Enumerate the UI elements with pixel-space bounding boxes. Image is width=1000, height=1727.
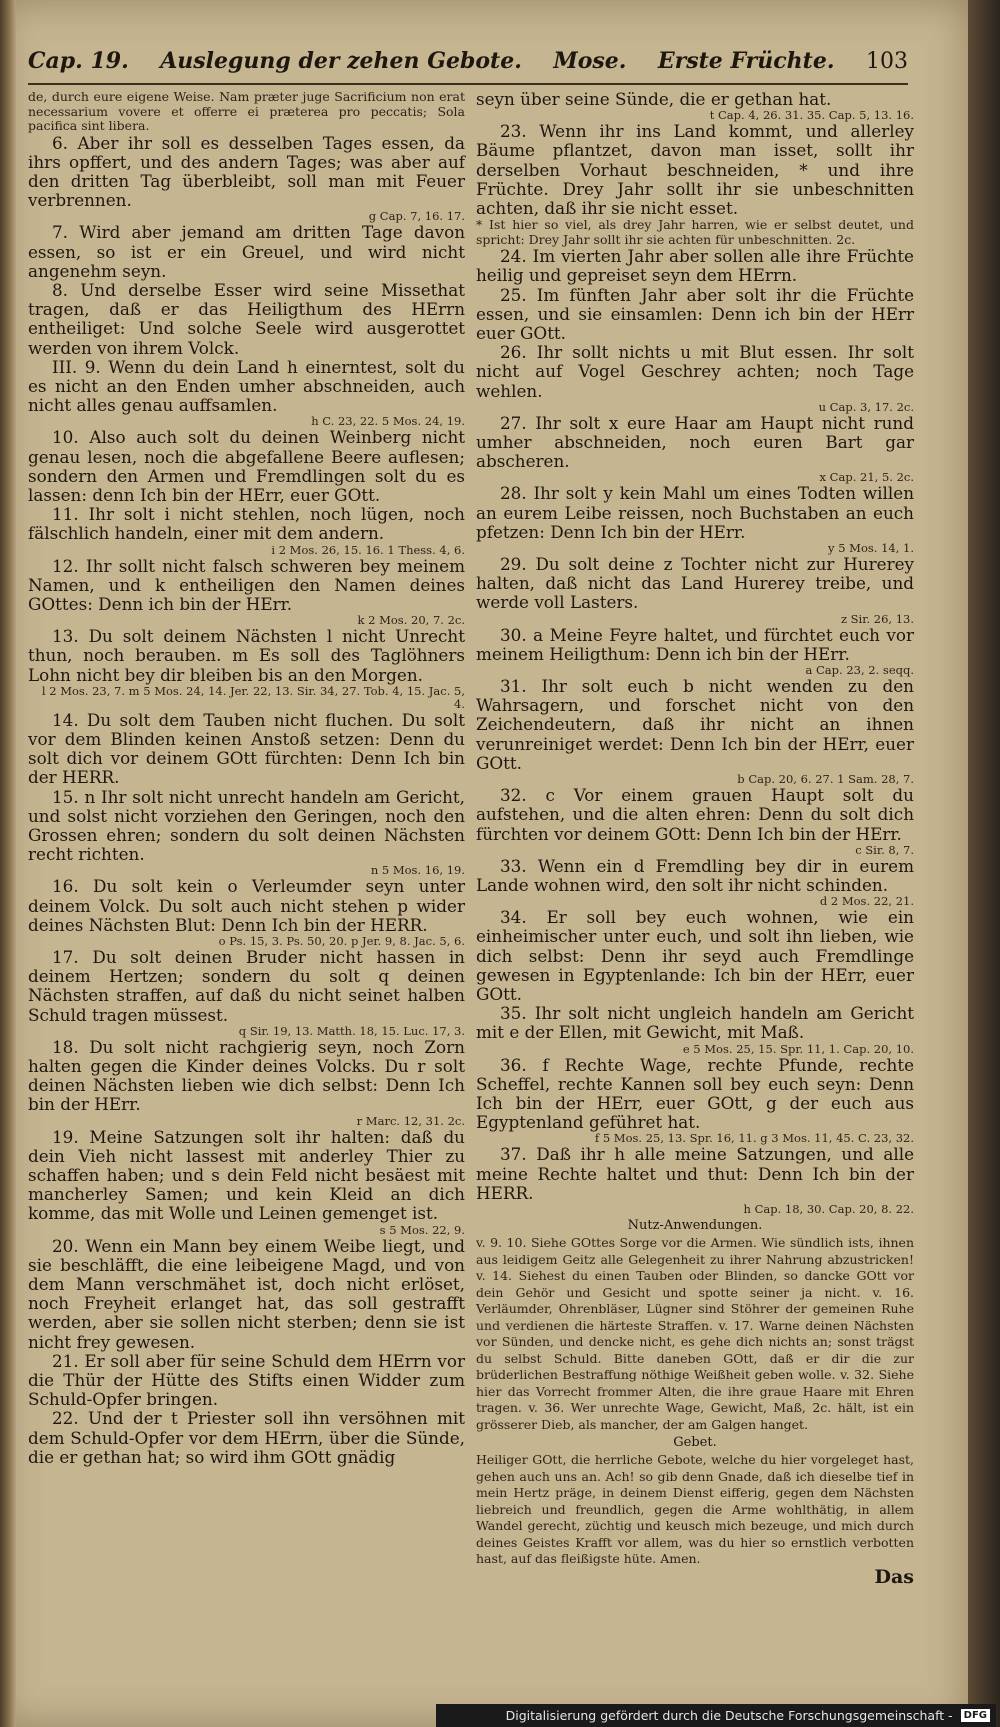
verse-paragraph: 36. f Rechte Wage, rechte Pfunde, rechte Scheffel, rechte Kannen soll bey euch seyn: Denn Ich bin der HErr, euer GOtt, g der euch aus Egyptenland geführet hat. [476, 1054, 914, 1133]
verse-paragraph: 6. Aber ihr soll es desselben Tages essen, da ihrs opffert, und des andern Tages; was aber auf den dritten Tag überbleibt, soll man mit Feuer verbrennen. [28, 132, 465, 211]
reference-note: o Ps. 15, 3. Ps. 50, 20. p Jer. 9, 8. Jac. 5, 6. [218, 934, 465, 949]
verse-paragraph: 26. Ihr sollt nichts u mit Blut essen. Ihr solt nicht auf Vogel Geschrey achten; noch Tage wehlen. [476, 342, 914, 401]
digitization-footer [436, 1704, 996, 1727]
reference-note: l 2 Mos. 23, 7. m 5 Mos. 24, 14. Jer. 22, 13. Sir. 34, 27. Tob. 4, 15. Jac. 5, 4. [41, 683, 465, 711]
verse-paragraph: 24. Im vierten Jahr aber sollen alle ihre Früchte heilig und gepreiset seyn dem HErrn. [476, 246, 914, 286]
reference-note: t Cap. 4, 26. 31. 35. Cap. 5, 13. 16. [709, 108, 914, 123]
verse-paragraph: 20. Wenn ein Mann bey einem Weibe liegt, und sie beschläfft, die eine leibeigene Magd, und von dem Mann verschmähet ist, doch nicht erlöset, noch Freyheit erlanget hat, das soll gestrafft werden, aber sie sollen nicht sterben; denn sie ist nicht frey gewesen. [28, 1235, 465, 1352]
verse-paragraph: 32. c Vor einem grauen Haupt solt du aufstehen, und die alten ehren: Denn du solt dich fürchten vor deinem GOtt: Denn Ich bin der HErr. [476, 785, 914, 844]
dfg-logo: DFG [961, 1709, 990, 1722]
reference-note: u Cap. 3, 17. 2c. [818, 399, 914, 414]
verse-paragraph: 29. Du solt deine z Tochter nicht zur Hurerey halten, daß nicht das Land Hurerey treibe, und werde voll Lasters. [476, 554, 914, 613]
verse-paragraph: 33. Wenn ein d Fremdling bey dir in eurem Lande wohnen wird, den solt ihr nicht schinden. [476, 855, 914, 895]
verse-paragraph: seyn über seine Sünde, die er gethan hat. [476, 89, 832, 109]
verse-paragraph: 34. Er soll bey euch wohnen, wie ein einheimischer unter euch, und solt ihn lieben, wie dich selbst: Denn ihr seyd auch Fremdlinge gewesen in Egyptenlande: Ich bin der HErr, euer GOtt. [476, 907, 914, 1004]
right-column [476, 90, 914, 1587]
page-edge [968, 0, 1000, 1727]
reference-note: i 2 Mos. 26, 15. 16. 1 Thess. 4, 6. [271, 542, 465, 557]
catchword: Das [874, 1565, 914, 1588]
reference-note: x Cap. 21, 5. 2c. [819, 470, 914, 485]
verse-paragraph: 13. Du solt deinem Nächsten l nicht Unrecht thun, noch berauben. m Es soll des Taglöhners Lohn nicht bey dir bleiben bis an den Morgen. [28, 626, 465, 685]
commentary-note: * Ist hier so viel, als drey Jahr harren, wie er selbst deutet, und spricht: Drey Jahr sollt ihr sie achten für unbeschnitten. 2c. [476, 217, 914, 247]
reference-note: s 5 Mos. 22, 9. [379, 1222, 465, 1237]
verse-paragraph: 11. Ihr solt i nicht stehlen, noch lügen, noch fälschlich handeln, einer mit dem andern. [28, 504, 465, 544]
verse-paragraph: 35. Ihr solt nicht ungleich handeln am Gericht mit e der Ellen, mit Gewicht, mit Maß. [476, 1003, 914, 1043]
header-rule [28, 83, 908, 85]
reference-note: k 2 Mos. 20, 7. 2c. [357, 613, 465, 628]
verse-paragraph: 10. Also auch solt du deinen Weinberg nicht genau lesen, noch die abgefallene Beere auflesen; sondern den Armen und Fremdlingen solt du es lassen: denn Ich bin der HErr, euer GOtt. [28, 427, 465, 505]
verse-paragraph: 27. Ihr solt x eure Haar am Haupt nicht rund umher abschneiden, noch euren Bart gar abscheren. [476, 412, 914, 472]
reference-note: y 5 Mos. 14, 1. [828, 541, 914, 556]
verse-paragraph: 22. Und der t Priester soll ihn versöhnen mit dem Schuld-Opfer vor dem HErrn, über die Sünde, die er gethan hat; so wird ihm GOtt gnädig [28, 1408, 465, 1467]
verse-paragraph: 7. Wird aber jemand am dritten Tage davon essen, so ist er ein Greuel, und wird nicht angenehm seyn. [28, 222, 465, 281]
left-column [28, 90, 465, 1467]
verse-paragraph: 21. Er soll aber für seine Schuld dem HErrn vor die Thür der Hütte des Stifts einen Widder zum Schuld-Opfer bringen. [28, 1350, 465, 1410]
chapter-label: Cap. 19. [28, 48, 129, 74]
verse-paragraph: 17. Du solt deinen Bruder nicht hassen in deinem Hertzen; sondern du solt q deinen Nächsten straffen, auf daß du nicht seinet halben Schuld tragen müssest. [28, 947, 465, 1025]
reference-note: r Marc. 12, 31. 2c. [356, 1113, 465, 1128]
verse-paragraph: 25. Im fünften Jahr aber solt ihr die Früchte essen, und sie einsamlen: Denn ich bin der HErr euer GOtt. [476, 284, 914, 344]
binding-gutter [0, 0, 16, 1727]
reference-note: b Cap. 20, 6. 27. 1 Sam. 28, 7. [737, 772, 914, 787]
reference-note: d 2 Mos. 22, 21. [819, 894, 914, 909]
section-heading: Nutz-Anwendungen. [627, 1217, 763, 1233]
reference-note: c Sir. 8, 7. [855, 842, 914, 857]
application-paragraph: v. 9. 10. Siehe GOttes Sorge vor die Armen. Wie sündlich ists, ihnen aus leidigem Geitz alle Gelegenheit zu ihrer Nahrung abzustricken! v. 14. Siehest du einen Tauben oder Blinden, so dancke GOtt vor dein Gehör und Gesicht und spotte seiner ja nicht. v. 16. Verläumder, Ohrenbläser, Lügner sind Stöhrer der gemeinen Ruhe und verdienen die härteste Straffen. v. 17. Warne deinen Nächsten vor Sünden, und dencke nicht, es gehe dich nichts an; sonst trägst du selbst Schuld. Bitte daneben GOtt, daß er dir die zur brüderlichen Bestraffung nöthige Weißheit geben wolle. v. 32. Siehe hier das Vorrecht frommer Alten, die ihre graue Haare mit Ehren tragen. v. 36. Wer unrechte Wage, Gewicht, Maß, 2c. hält, ist ein grösserer Dieb, als mancher, der am Galgen hanget. [476, 1235, 914, 1432]
application-paragraph: Heiliger GOtt, die herrliche Gebote, welche du hier vorgeleget hast, gehen auch uns an. Ach! so gib denn Gnade, daß ich dieselbe tief in mein Hertz präge, in deinem Dienst eifferig, gegen dem Nächsten liebreich und freundlich, gegen die Arme wohlthätig, in allem Wandel gerecht, züchtig und keusch mich bezeuge, und mich durch deines Geistes Krafft vor allem, was du hier so ernstlich verbotten hast, auf das fleißigste hüte. Amen. [476, 1452, 914, 1567]
verse-paragraph: 18. Du solt nicht rachgierig seyn, noch Zorn halten gegen die Kinder deines Volcks. Du r solt deinen Nächsten lieben wie dich selbst: Denn Ich bin der HErr. [28, 1036, 465, 1115]
reference-note: h Cap. 18, 30. Cap. 20, 8. 22. [743, 1201, 914, 1216]
verse-paragraph: 12. Ihr sollt nicht falsch schweren bey meinem Namen, und k entheiligen den Namen deines GOttes: Denn ich bin der HErr. [28, 555, 465, 614]
verse-paragraph: 31. Ihr solt euch b nicht wenden zu den Wahrsagern, und forschet nicht von den Zeichendeutern, daß ihr nicht an ihnen verunreiniget werdet: Denn Ich bin der HErr, euer GOtt. [476, 676, 914, 773]
reference-note: e 5 Mos. 25, 15. Spr. 11, 1. Cap. 20, 10. [682, 1041, 914, 1056]
header-title-mid: Mose. [553, 48, 627, 74]
verse-paragraph: 37. Daß ihr h alle meine Satzungen, und alle meine Rechte haltet und thut: Denn Ich bin der HERR. [476, 1144, 914, 1203]
header-title-left: Auslegung der zehen Gebote. [160, 48, 522, 74]
reference-note: h C. 23, 22. 5 Mos. 24, 19. [311, 414, 465, 429]
section-heading: Gebet. [673, 1435, 717, 1451]
verse-paragraph: 23. Wenn ihr ins Land kommt, und allerley Bäume pflantzet, davon man isset, sollt ihr derselben Vorhaut beschneiden, * und ihre Früchte. Drey Jahr sollt ihr sie unbeschnitten achten, daß ihr sie nicht esset. [476, 121, 914, 219]
footer-text: Digitalisierung gefördert durch die Deutsche Forschungsgemeinschaft - [505, 1708, 953, 1723]
verse-paragraph: III. 9. Wenn du dein Land h einerntest, solt du es nicht an den Enden umher abschneiden, auch nicht alles genau auffsamlen. [28, 356, 465, 416]
page-number: 103 [865, 49, 908, 74]
verse-paragraph: 14. Du solt dem Tauben nicht fluchen. Du solt vor dem Blinden keinen Anstoß setzen: Denn du solt dich vor deinem GOtt fürchten: Denn Ich bin der HERR. [28, 709, 465, 788]
header-title-right: Erste Früchte. [657, 48, 835, 74]
verse-paragraph: 30. a Meine Feyre haltet, und fürchtet euch vor meinem Heiligthum: Denn ich bin der HErr. [476, 624, 914, 664]
commentary-note: de, durch eure eigene Weise. Nam præter juge Sacrificium non erat necessarium vovere et offerre ei præterea pro peccatis; Sola pacifica sint libera. [28, 89, 465, 133]
reference-note: a Cap. 23, 2. seqq. [805, 663, 914, 678]
verse-paragraph: 19. Meine Satzungen solt ihr halten: daß du dein Vieh nicht lassest mit anderley Thier zu schaffen haben; und s dein Feld nicht besäest mit mancherley Samen; und kein Kleid an dich komme, das mit Wolle und Leinen gemenget ist. [28, 1126, 465, 1224]
reference-note: f 5 Mos. 25, 13. Spr. 16, 11. g 3 Mos. 11, 45. C. 23, 32. [594, 1131, 914, 1146]
reference-note: q Sir. 19, 13. Matth. 18, 15. Luc. 17, 3. [238, 1023, 465, 1038]
verse-paragraph: 15. n Ihr solt nicht unrecht handeln am Gericht, und solst nicht vorziehen den Geringen, noch den Grossen ehren; sondern du solt deinen Nächsten recht richten. [28, 786, 465, 865]
reference-note: z Sir. 26, 13. [840, 611, 914, 626]
running-header [28, 48, 908, 80]
reference-note: n 5 Mos. 16, 19. [370, 863, 465, 878]
verse-paragraph: 8. Und derselbe Esser wird seine Missethat tragen, daß er das Heiligthum des HErrn entheiliget: Und solche Seele wird ausgerottet werden von ihrem Volck. [28, 279, 465, 358]
reference-note: g Cap. 7, 16. 17. [368, 209, 465, 224]
verse-paragraph: 28. Ihr solt y kein Mahl um eines Todten willen an eurem Leibe reissen, noch Buchstaben an euch pfetzen: Denn Ich bin der HErr. [476, 483, 914, 542]
verse-paragraph: 16. Du solt kein o Verleumder seyn unter deinem Volck. Du solt auch nicht stehen p wider deines Nächsten Blut: Denn Ich bin der HERR. [28, 876, 465, 935]
